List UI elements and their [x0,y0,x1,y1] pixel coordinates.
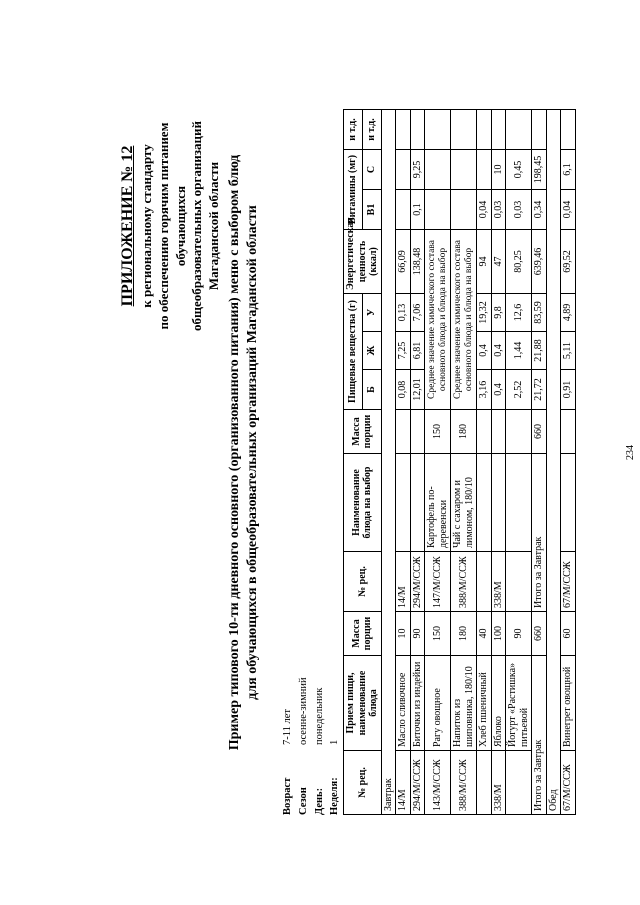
cell-mass: 10 [396,612,411,656]
cell-alt [410,454,425,552]
cell-average-note: Среднее значение химического состава основного блюда и блюда на выбор [425,230,451,410]
header-rec-alt: № рец. [344,552,382,612]
cell-rec-alt [477,552,492,612]
cell-energy: 47 [491,230,506,294]
cell-vit-c: 10 [491,150,506,190]
cell-protein: 0,91 [561,370,576,410]
table-row [451,0,477,815]
cell-vit-b1 [396,190,411,230]
cell-vit-b1: 0,03 [506,190,532,230]
cell-etc [506,110,532,150]
cell-protein: 2,52 [506,370,532,410]
cell-fat: 5,11 [561,332,576,370]
cell-protein: 12,01 [410,370,425,410]
header-vit-c: С [362,150,381,190]
cell-alt [396,454,411,552]
cell-vit-b1: 0,1 [410,190,425,230]
total-fat: 21,88 [532,332,547,370]
header-vit-b1: В1 [362,190,381,230]
cell-mass-alt: 180 [451,410,477,454]
cell-alt: Чай с сахаром и лимоном, 180/10 [451,454,477,552]
header-protein: Б [362,370,381,410]
cell-carbs: 9,8 [491,294,506,332]
cell-energy: 138,48 [410,230,425,294]
cell-mass-alt [491,410,506,454]
total-mass: 660 [532,612,547,656]
season-value: осенне-зимний [297,677,309,745]
cell-carbs: 7,06 [410,294,425,332]
table-row [491,0,506,815]
cell-carbs: 0,13 [396,294,411,332]
cell-carbs: 12,6 [506,294,532,332]
section-breakfast: Завтрак [381,110,396,815]
header-etc-top: и т.д. [344,110,363,150]
cell-rec: 338/М [491,751,506,815]
appendix-line-4: общеобразовательных организаций [189,121,205,332]
appendix-title: ПРИЛОЖЕНИЕ № 12 [119,145,136,307]
cell-fat: 1,44 [506,332,532,370]
cell-rec: 67/М/ССЖ [561,751,576,815]
cell-rec [506,751,532,815]
header-alt-dish: Наименование блюда на выбор [344,454,382,552]
cell-energy: 69,52 [561,230,576,294]
cell-carbs: 19,32 [477,294,492,332]
cell-average-note: Среднее значение химического состава основного блюда и блюда на выбор [451,230,477,410]
cell-fat: 0,4 [477,332,492,370]
age-label: Возраст [282,777,293,815]
menu-table [343,0,576,815]
menu-meta [280,677,343,815]
cell-rec-alt: 294/М/ССЖ [410,552,425,612]
total-row [532,0,547,815]
table-row [396,0,411,815]
cell-rec-alt: 338/М [491,552,506,612]
appendix-header [118,36,223,416]
cell-rec-alt: 388/М/ССЖ [451,552,477,612]
cell-vit-b1: 0,04 [477,190,492,230]
cell-etc [396,110,411,150]
week-value: 1 [329,739,341,745]
total-energy: 639,46 [532,230,547,294]
total-carbs: 83,59 [532,294,547,332]
menu-title [226,90,263,815]
cell-energy: 66,09 [396,230,411,294]
cell-alt: Картофель по-деревенски [425,454,451,552]
cell-alt [477,454,492,552]
cell-mass: 60 [561,612,576,656]
cell-rec: 14/М [396,751,411,815]
cell-fat: 0,4 [491,332,506,370]
cell-etc [410,110,425,150]
day-label: День: [313,787,325,815]
cell-rec-alt: 147/М/ССЖ [425,552,451,612]
cell-name: Масло сливочное [396,656,411,751]
cell-fat: 7,25 [396,332,411,370]
age-value: 7-11 лет [282,709,293,745]
cell-name: Рагу овощное [425,656,451,751]
cell-energy: 80,25 [506,230,532,294]
cell-mass-alt [506,410,532,454]
table-row [477,0,492,815]
header-etc: и т.д. [362,110,381,150]
season-label: Сезон [297,787,309,815]
appendix-line-3: обучающихся [172,185,188,267]
cell-etc [561,110,576,150]
cell-mass: 180 [451,612,477,656]
total-etc [532,110,547,150]
header-vitamins: Витамины (мг) [344,150,363,230]
menu-title-line-1: Пример типового 10-ти дневного основного (организованного питания) меню с выбором блюд [227,154,242,751]
cell-name: Яблоко [491,656,506,751]
header-nutrients: Пищевые вещества (г) [344,294,363,410]
cell-mass: 150 [425,612,451,656]
cell-mass: 90 [410,612,425,656]
cell-name: Йогурт «Растишка» питьевой [506,656,532,751]
cell-rec [477,751,492,815]
cell-vit-c [396,150,411,190]
cell-etc [477,110,492,150]
header-energy: Энергетическая ценность (ккал) [344,230,382,294]
cell-vit-c [477,150,492,190]
appendix-line-2: по обеспечению горячим питанием [155,122,171,330]
header-carbs: У [362,294,381,332]
cell-carbs: 4,89 [561,294,576,332]
cell-etc [491,110,506,150]
appendix-line-5: Магаданской области [206,161,222,291]
cell-protein: 3,16 [477,370,492,410]
cell-vit-c: 9,25 [410,150,425,190]
total-vit-b1: 0,34 [532,190,547,230]
header-rec: № рец. [344,751,382,815]
cell-mass-alt [477,410,492,454]
header-meal: Прием пищи, наименование блюда [344,656,382,751]
cell-vit-b1: 0,04 [561,190,576,230]
cell-mass-alt: 150 [425,410,451,454]
cell-mass: 90 [506,612,532,656]
cell-energy: 94 [477,230,492,294]
cell-name: Напиток из шиповника, 180/10 [451,656,477,751]
total-protein: 21,72 [532,370,547,410]
cell-alt [506,454,532,552]
total-vit-c: 198,45 [532,150,547,190]
table-row [410,0,425,815]
cell-mass: 100 [491,612,506,656]
cell-protein: 0,4 [491,370,506,410]
cell-vit-c: 0,45 [506,150,532,190]
cell-vit-c: 6,1 [561,150,576,190]
cell-rec: 294/М/ССЖ [410,751,425,815]
header-mass: Масса порции [344,612,382,656]
section-lunch: Обед [546,110,561,815]
cell-mass-alt [410,410,425,454]
cell-mass-alt [396,410,411,454]
table-row [506,0,532,815]
total-mass-alt: 660 [532,410,547,454]
header-mass-alt: Масса порции [344,410,382,454]
cell-protein: 0,08 [396,370,411,410]
header-fat: Ж [362,332,381,370]
day-value: понедельник [313,687,325,745]
cell-mass-alt [561,410,576,454]
page-number: 234 [625,445,636,460]
cell-rec: 388/М/ССЖ [451,751,477,815]
menu-title-line-2: для обучающихся в общеобразовательных организаций Магаданской области [245,205,261,700]
total-label: Итого за Завтрак [532,656,547,815]
cell-fat: 6,81 [410,332,425,370]
cell-mass: 40 [477,612,492,656]
cell-name: Биточки из индейки [410,656,425,751]
cell-vit-b1: 0,03 [491,190,506,230]
week-label: Неделя: [329,777,341,815]
cell-rec-alt: 67/М/ССЖ [561,552,576,612]
cell-rec-alt: 14/М [396,552,411,612]
cell-alt [491,454,506,552]
appendix-line-1: к региональному стандарту [138,144,154,308]
cell-name: Хлеб пшеничный [477,656,492,751]
cell-name: Винегрет овощной [561,656,576,751]
cell-rec-alt [506,552,532,612]
cell-rec: 143/М/ССЖ [425,751,451,815]
cell-alt [561,454,576,552]
table-row [561,0,576,815]
total-label-alt: Итого за Завтрак [532,454,547,612]
table-row [425,0,451,815]
